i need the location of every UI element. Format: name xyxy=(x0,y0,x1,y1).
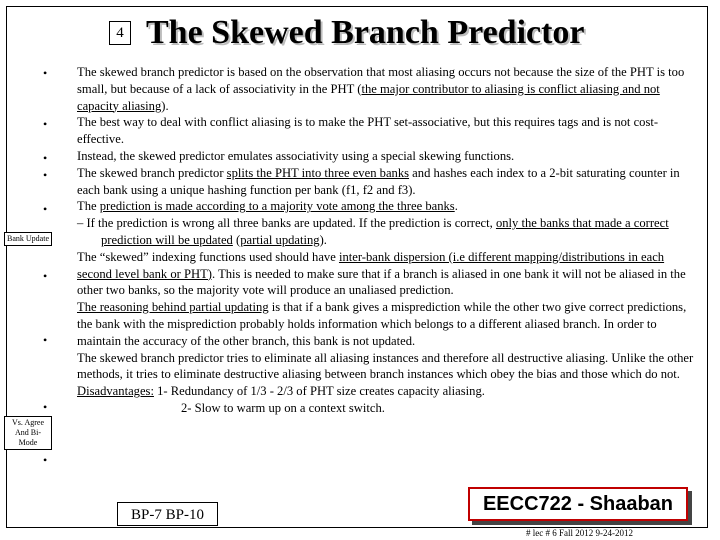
bullet-icon: • xyxy=(43,151,48,165)
bullet-icon: • xyxy=(43,269,48,283)
bullet-text-2: The best way to deal with conflict aliasing is to make the PHT set-associative, but this requires tags and is not cost-effective. xyxy=(77,115,659,147)
bullet-text-3: Instead, the skewed predictor emulates associativity using a special skewing functions. xyxy=(77,148,515,163)
bullet-text-8: The skewed branch predictor tries to eliminate all aliasing instances and therefore all destructive aliasing. Unlike the other methods, it tries to eliminate destructive aliasing between branch instances which obey the bias and those which do not. xyxy=(77,350,694,382)
bullet-icon: • xyxy=(43,117,48,131)
bullet-text-7: The reasoning behind partial updating is that if a bank gives a misprediction while the other two give correct predictions, the bank with the misprediction probably holds information which belongs to a different aliased branch. In order to maintain the accuracy of the other branch, this bank is not updated. xyxy=(77,300,687,348)
bullet-text-4: The skewed branch predictor splits the PHT into three even banks and hashes each index to a 2-bit saturating counter in each bank using a unique hashing function per bank (f1, f2 and f3). xyxy=(77,165,680,197)
bullet-icon: • xyxy=(43,168,48,182)
side-label-vs-agree-bimode: Vs. Agree And Bi-Mode xyxy=(4,416,52,450)
reference-box: BP-7 BP-10 xyxy=(117,502,218,526)
slide-body xyxy=(77,64,697,417)
course-brand: EECC722 - Shaaban xyxy=(468,487,688,521)
bullet-icon: • xyxy=(43,202,48,216)
bullet-icon: • xyxy=(43,333,48,347)
bullet-text-6: The “skewed” indexing functions used should have inter-bank dispersion (i.e different mapping/distributions in each second level bank or PHT). This is needed to make sure that if a branch is aliased in one bank it will not be aliased in the other two banks, so the majority vote will produce an unaliased prediction. xyxy=(77,249,686,298)
bullet-icon: • xyxy=(43,66,48,80)
bullet-icon: • xyxy=(43,453,48,467)
slide-title: The Skewed Branch Predictor xyxy=(146,14,585,51)
bullet-text-9-continuation: 2- Slow to warm up on a context switch. xyxy=(181,400,385,415)
bullet-text-1: The skewed branch predictor is based on the observation that most aliasing occurs not because the size of the PHT is too small, but because of a lack of associativity in the PHT (the major contributor to aliasing is conflict aliasing and not capacity aliasing). xyxy=(77,65,685,113)
bullet-text-9: Disadvantages: 1- Redundancy of 1/3 - 2/3 of PHT size creates capacity aliasing. xyxy=(77,384,485,399)
slide-footer: # lec # 6 Fall 2012 9-24-2012 xyxy=(526,528,633,538)
slide-number: 4 xyxy=(109,21,131,45)
side-label-bank-update: Bank Update xyxy=(4,232,52,246)
bullet-text-5: The prediction is made according to a majority vote among the three banks. xyxy=(77,199,458,214)
bullet-icon: • xyxy=(43,400,48,414)
sub-bullet-text: – If the prediction is wrong all three banks are updated. If the prediction is correct, only the banks that made a correct prediction will be updated (partial updating). xyxy=(77,216,669,247)
